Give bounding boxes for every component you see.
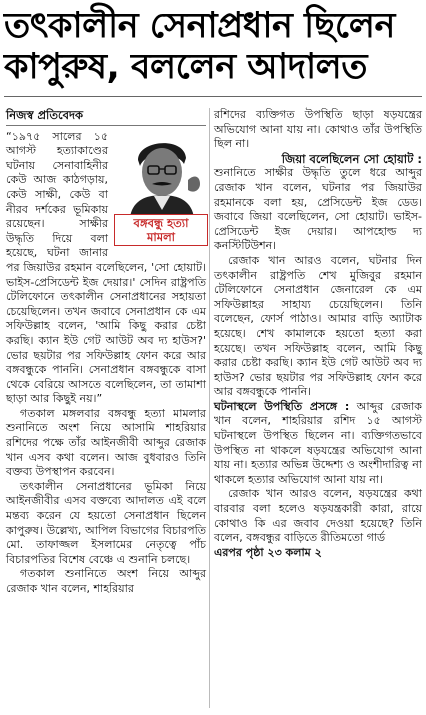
right-paragraph-4: আব্দুর রেজাক খান বলেন, শাহরিয়ার রশিদ ১৫ আগস্ট ঘটনাস্থলে উপস্থিত ছিলেন না। ব্যক্তিগতভাবে উপস্থিত না থাকলে ষড়যন্ত্রের অভিযোগ আনা যায় না। হত্যার অভিন্ন উদ্দেশ্য ও অংশীদারিত্ব না থাকলে হত্যার অভিযোগ আনা যায় না। [214, 399, 422, 486]
headline-line-1: তৎকালীন সেনাপ্রধান ছিলেন [4, 6, 395, 46]
continued-note: এরপর পৃষ্ঠা ২৩ কলাম ২ [214, 545, 322, 559]
photo-box [114, 130, 206, 246]
headline-rule [4, 96, 422, 97]
subhead-zia: জিয়া বলেছিলেন সো হোয়াট : [281, 151, 422, 166]
subhead-presence: ঘটনাস্থলে উপস্থিতি প্রসঙ্গে : [214, 399, 350, 413]
photo-caption-line-2: মামলা [146, 229, 175, 244]
right-paragraph-1: রশিদের ব্যক্তিগত উপস্থিতি ছাড়া ষড়যন্ত্রের অভিযোগ আনা যায় না। কোথাও তাঁর উপস্থিতি ছিল না। [214, 108, 422, 151]
byline-rule [6, 125, 206, 126]
right-paragraph-2: শুনানিতে সাক্ষীর উদ্ধৃতি তুলে ধরে আব্দুর রেজাক খান বলেন, ঘটনার পর জিয়াউর রহমানকে বলা হয়, প্রেসিডেন্ট ইজ ডেড। জবাবে জিয়া বলেছিলেন, সো হোয়াট। ভাইস-প্রেসিডেন্ট ইজ দেয়ার। আপহোল্ড দ্য কনস্টিটিউশন। [214, 166, 422, 253]
photo-caption-line-1: বঙ্গবন্ধু হত্যা [133, 215, 189, 230]
left-column [6, 108, 206, 597]
byline: নিজস্ব প্রতিবেদক [6, 108, 84, 122]
left-paragraph-2: গতকাল মঙ্গলবার বঙ্গবন্ধু হত্যা মামলার শুনানিতে অংশ নিয়ে আসামি শাহরিয়ার রশিদের পক্ষে তাঁর আইনজীবী আব্দুর রেজাক খান এসব কথা বলেন। আজ বুধবারও তিনি বক্তব্য উপস্থাপন করবেন। [6, 406, 206, 479]
headline [4, 6, 422, 88]
photo-caption [114, 214, 208, 246]
left-paragraph-4: গতকাল শুনানিতে অংশ নিয়ে আব্দুর রেজাক খান বলেন, শাহরিয়ার [6, 567, 206, 595]
right-column [214, 108, 422, 560]
right-paragraph-5: রেজাক খান আরও বলেন, ষড়যন্ত্রের কথা বারবার বলা হলেও ষড়যন্ত্রকারী কারা, রায়ে কোথাও কি এর জবাব দেওয়া হয়েছে? তিনি বলেন, বঙ্গবন্ধুর বাড়িতে রীতিমতো গার্ড [214, 487, 422, 545]
left-paragraph-3: তৎকালীন সেনাপ্রধানের ভূমিকা নিয়ে আইনজীবীর এসব বক্তব্যে আদালত এই বলে মন্তব্য করেন যে হয়তো সেনাপ্রধান ছিলেন কাপুরুষ। উল্লেখ্য, আপিল বিভাগের বিচারপতি মো. তাফাজ্জল ইসলামের নেতৃত্বে পাঁচ বিচারপতির বিশেষ বেঞ্চে এ শুনানি চলছে। [6, 479, 206, 566]
right-paragraph-3: রেজাক খান আরও বলেন, ঘটনার দিন তৎকালীন রাষ্ট্রপতি শেখ মুজিবুর রহমান টেলিফোনে সেনাপ্রধান জেনারেল কে এম সফিউল্লাহর সাহায্য চেয়েছিলেন। তিনি বলেছেন, ফোর্স পাঠাও। আমার বাড়ি অ্যাটাক হয়েছে। শেখ কামালকে হয়তো হত্যা করা হয়েছে। তখন সফিউল্লাহ বলেন, আমি কিছু করার চেষ্টা করছি। ক্যান ইউ গেট আউট অব দ্য হাউস? ভোর ছয়টার পর সফিউল্লাহ ফোন করে আর বঙ্গবন্ধুকে পাননি। [214, 253, 422, 399]
headline-line-2: কাপুরুষ, বললেন আদালত [4, 47, 368, 87]
portrait-photo [114, 130, 206, 218]
column-separator [209, 108, 210, 708]
left-paragraph-1: “১৯৭৫ সালের ১৫ আগস্ট হত্যাকাণ্ডের ঘটনায় সেনাবাহিনীর কেউ আজ কাঠগড়ায়, কেউ সাক্ষী, কেউ বা নীরব দর্শকের ভূমিকায় রয়েছেন। সাক্ষীর উদ্ধৃতি দিয়ে বলা হয়েছে, ঘটনা জানার পর জিয়াউর রহমান বলেছিলেন, 'সো হোয়াট। ভাইস-প্রেসিডেন্ট ইজ দেয়ার।' সেদিন রাষ্ট্রপতি টেলিফোনে তৎকালীন সেনাপ্রধানের সহায়তা চেয়েছিলেন। তখন জবাবে সেনাপ্রধান কে এম সফিউল্লাহ বলেন, 'আমি কিছু করার চেষ্টা করছি। ক্যান ইউ গেট আউট অব দ্য হাউস?' ভোর ছয়টার পর সফিউল্লাহ ফোন করে আর বঙ্গবন্ধুকে পাননি। সেনাপ্রধান বঙ্গবন্ধুকে বাসা থেকে বেরিয়ে আসতে বলেছিলেন, তা তামাশা ছাড়া আর কিছুই নয়।” [6, 129, 206, 406]
photo-float [114, 130, 206, 246]
